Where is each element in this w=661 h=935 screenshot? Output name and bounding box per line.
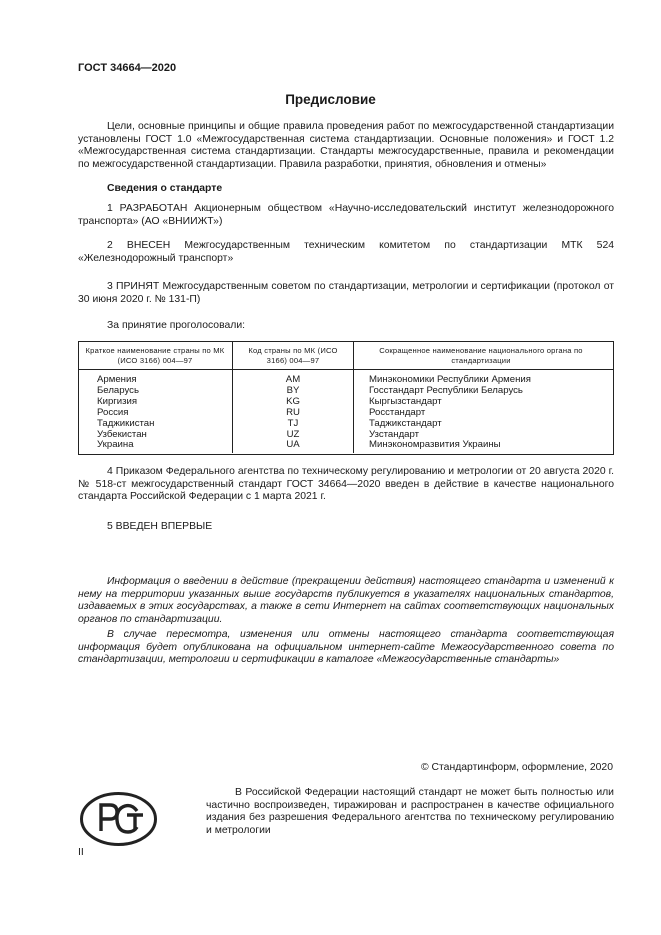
table-cell-body: Росстандарт (369, 406, 426, 418)
table-cell-country: Россия (97, 406, 129, 418)
page-number: II (78, 846, 84, 858)
vote-label: За принятие проголосовали: (107, 320, 246, 331)
table-cell-body: Госстандарт Республики Беларусь (369, 384, 523, 396)
item-3-adopted: 3 ПРИНЯТ Межгосударственным советом по стандартизации, метрологии и сертификации (протокол от 30 июня 2020 г. № 131-П) (78, 281, 614, 305)
item-1-developed: 1 РАЗРАБОТАН Акционерным обществом «Научно-исследовательский институт железнодорожного транспорта» (АО «ВНИИЖТ») (78, 203, 614, 227)
document-code-header: ГОСТ 34664—2020 (78, 62, 177, 74)
item-4-enacted: 4 Приказом Федерального агентства по техническому регулированию и метрологии от 20 августа 2020 г. № 518-ст межгосударственный стандарт ГОСТ 34664—2020 введен в действие в качестве национального стандарта Российской Федерации с 1 марта 2021 г. (78, 466, 614, 503)
table-cell-country: Беларусь (97, 384, 139, 396)
table-column-divider (353, 342, 354, 453)
italic-paragraph-info: Информация о введении в действие (прекращении действия) настоящего стандарта и изменений к нему на территории указанных выше государств публикуется в указателях национальных стандартов, издаваемых в этих государствах, а также в сети Интернет на сайтах соответствующих национальных органов по стандартизации. (78, 576, 614, 625)
table-cell-code: AM (285, 374, 301, 385)
table-cell-code: BY (286, 384, 300, 396)
table-cell-country: Украина (97, 439, 134, 451)
table-cell-body: Кыргызстандарт (369, 395, 442, 407)
voting-countries-table (78, 341, 614, 455)
table-cell-body: Минэкономразвития Украины (369, 439, 501, 451)
table-cell-code: RU (286, 406, 300, 418)
item-5-introduced-first: 5 ВВЕДЕН ВПЕРВЫЕ (107, 521, 213, 532)
rst-certification-mark-icon (79, 791, 158, 847)
table-cell-code: UZ (286, 428, 300, 440)
table-cell-code: TJ (287, 417, 299, 429)
table-cell-country: Узбекистан (97, 428, 147, 440)
copyright-notice: © Стандартинформ, оформление, 2020 (420, 762, 613, 773)
table-cell-country: Киргизия (97, 395, 138, 407)
table-header-divider (78, 369, 614, 370)
table-header-code: Код страны по МК (ИСО 3166) 004—97 (248, 346, 338, 365)
table-cell-country: Таджикистан (97, 417, 155, 429)
item-2-submitted: 2 ВНЕСЕН Межгосударственным техническим комитетом по стандартизации МТК 524 «Железнодорожный транспорт» (78, 240, 614, 264)
table-cell-code: UA (286, 439, 300, 451)
page-title: Предисловие (285, 92, 376, 107)
table-cell-body: Узстандарт (369, 428, 420, 440)
table-cell-code: KG (286, 395, 300, 407)
table-cell-body: Таджикстандарт (369, 417, 442, 429)
intro-paragraph: Цели, основные принципы и общие правила проведения работ по межгосударственной стандартизации установлены ГОСТ 1.0 «Межгосударственная система стандартизации. Основные положения» и ГОСТ 1.2 «Межгосударственная система стандартизации. Стандарты межгосударственные, правила и рекомендации по межгосударственной стандартизации. Правила разработки, принятия, обновления и отмены» (78, 121, 614, 170)
info-heading: Сведения о стандарте (107, 183, 223, 194)
table-header-country: Краткое наименование страны по МК (ИСО 3166) 004—97 (85, 346, 225, 365)
table-cell-body: Минэкономики Республики Армения (369, 374, 531, 385)
italic-paragraph-revision: В случае пересмотра, изменения или отмены настоящего стандарта соответствующая информация будет опубликована на официальном интернет-сайте Межгосударственного совета по стандартизации, метрологии и сертификации в каталоге «Межгосударственные стандарты» (78, 629, 614, 666)
table-header-body: Сокращенное наименование национального органа по стандартизации (379, 346, 583, 365)
reproduction-notice: В Российской Федерации настоящий стандарт не может быть полностью или частично воспроизведен, тиражирован и распространен в качестве официального издания без разрешения Федерального агентства по техническому регулированию и метрологии (206, 787, 614, 836)
table-cell-country: Армения (97, 374, 137, 385)
